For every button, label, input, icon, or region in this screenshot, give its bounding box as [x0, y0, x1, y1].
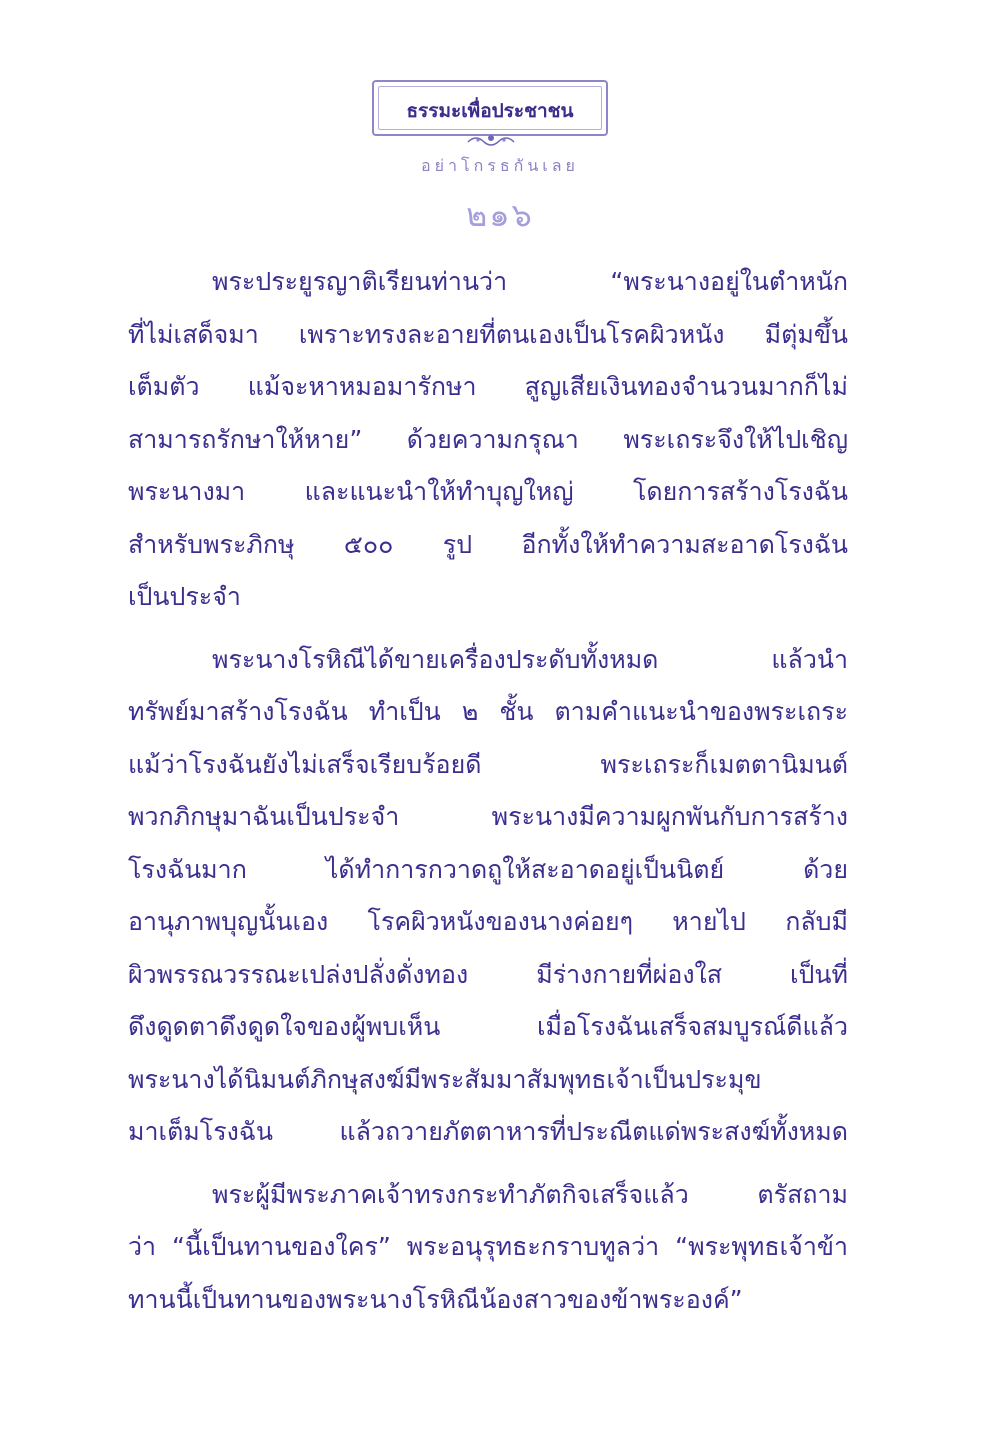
- text-line: เต็มตัว แม้จะหาหมอมารักษา สูญเสียเงินทองจำนวนมากก็ไม่: [128, 372, 848, 401]
- ornament-icon: [466, 132, 516, 148]
- text-line: พระนางมา และแนะนำให้ทำบุญใหญ่ โดยการสร้างโรงฉัน: [128, 477, 848, 506]
- text-line: พระประยูรญาติเรียนท่านว่า “พระนางอยู่ในตำหนัก: [212, 267, 848, 296]
- text-line: พระผู้มีพระภาคเจ้าทรงกระทำภัตกิจเสร็จแล้ว ตรัสถาม: [212, 1179, 848, 1209]
- paragraph-2: [128, 634, 848, 1159]
- text-line: อานุภาพบุญนั้นเอง โรคผิวหนังของนางค่อยๆ หายไป กลับมี: [128, 907, 848, 936]
- text-line: แม้ว่าโรงฉันยังไม่เสร็จเรียบร้อยดี พระเถระก็เมตตานิมนต์: [128, 749, 848, 779]
- body-text: [128, 256, 848, 1336]
- logo: [372, 80, 610, 152]
- logo-frame: [372, 80, 608, 136]
- text-line: พระนางโรหิณีได้ขายเครื่องประดับทั้งหมด แล้วนำ: [212, 644, 848, 674]
- book-subtitle: อย่าโกรธกันเลย: [421, 156, 579, 175]
- paragraph-1: [128, 256, 848, 624]
- text-line: ที่ไม่เสด็จมา เพราะทรงละอายที่ตนเองเป็นโรคผิวหนัง มีตุ่มขึ้น: [128, 319, 848, 349]
- text-line: พระนางได้นิมนต์ภิกษุสงฆ์มีพระสัมมาสัมพุทธเจ้าเป็นประมุข: [128, 1064, 762, 1094]
- paragraph-3: [128, 1169, 848, 1327]
- text-line: ผิวพรรณวรรณะเปล่งปลั่งดั่งทอง มีร่างกายที่ผ่องใส เป็นที่: [128, 959, 848, 989]
- text-line: เป็นประจำ: [128, 582, 241, 611]
- text-line: สามารถรักษาให้หาย” ด้วยความกรุณา พระเถระจึงให้ไปเชิญ: [128, 424, 848, 454]
- text-line: มาเต็มโรงฉัน แล้วถวายภัตตาหารที่ประณีตแด่พระสงฆ์ทั้งหมด: [128, 1117, 848, 1146]
- text-line: ดึงดูดตาดึงดูดใจของผู้พบเห็น เมื่อโรงฉันเสร็จสมบูรณ์ดีแล้ว: [128, 1012, 848, 1041]
- text-line: ทานนี้เป็นทานของพระนางโรหิณีน้องสาวของข้าพระองค์”: [128, 1284, 743, 1314]
- logo-text: ธรรมะเพื่อประชาชน: [406, 100, 574, 122]
- text-line: โรงฉันมาก ได้ทำการกวาดถูให้สะอาดอยู่เป็นนิตย์ ด้วย: [128, 854, 848, 884]
- text-line: สำหรับพระภิกษุ ๕๐๐ รูป อีกทั้งให้ทำความสะอาดโรงฉัน: [128, 529, 848, 559]
- text-line: ว่า “นี้เป็นทานของใคร” พระอนุรุทธะกราบทูลว่า “พระพุทธเจ้าข้า: [128, 1232, 848, 1261]
- page-number: ๒๑๖: [466, 196, 534, 234]
- text-line: ทรัพย์มาสร้างโรงฉัน ทำเป็น ๒ ชั้น ตามคำแนะนำของพระเถระ: [128, 697, 848, 726]
- text-line: พวกภิกษุมาฉันเป็นประจำ พระนางมีความผูกพันกับการสร้าง: [128, 802, 848, 831]
